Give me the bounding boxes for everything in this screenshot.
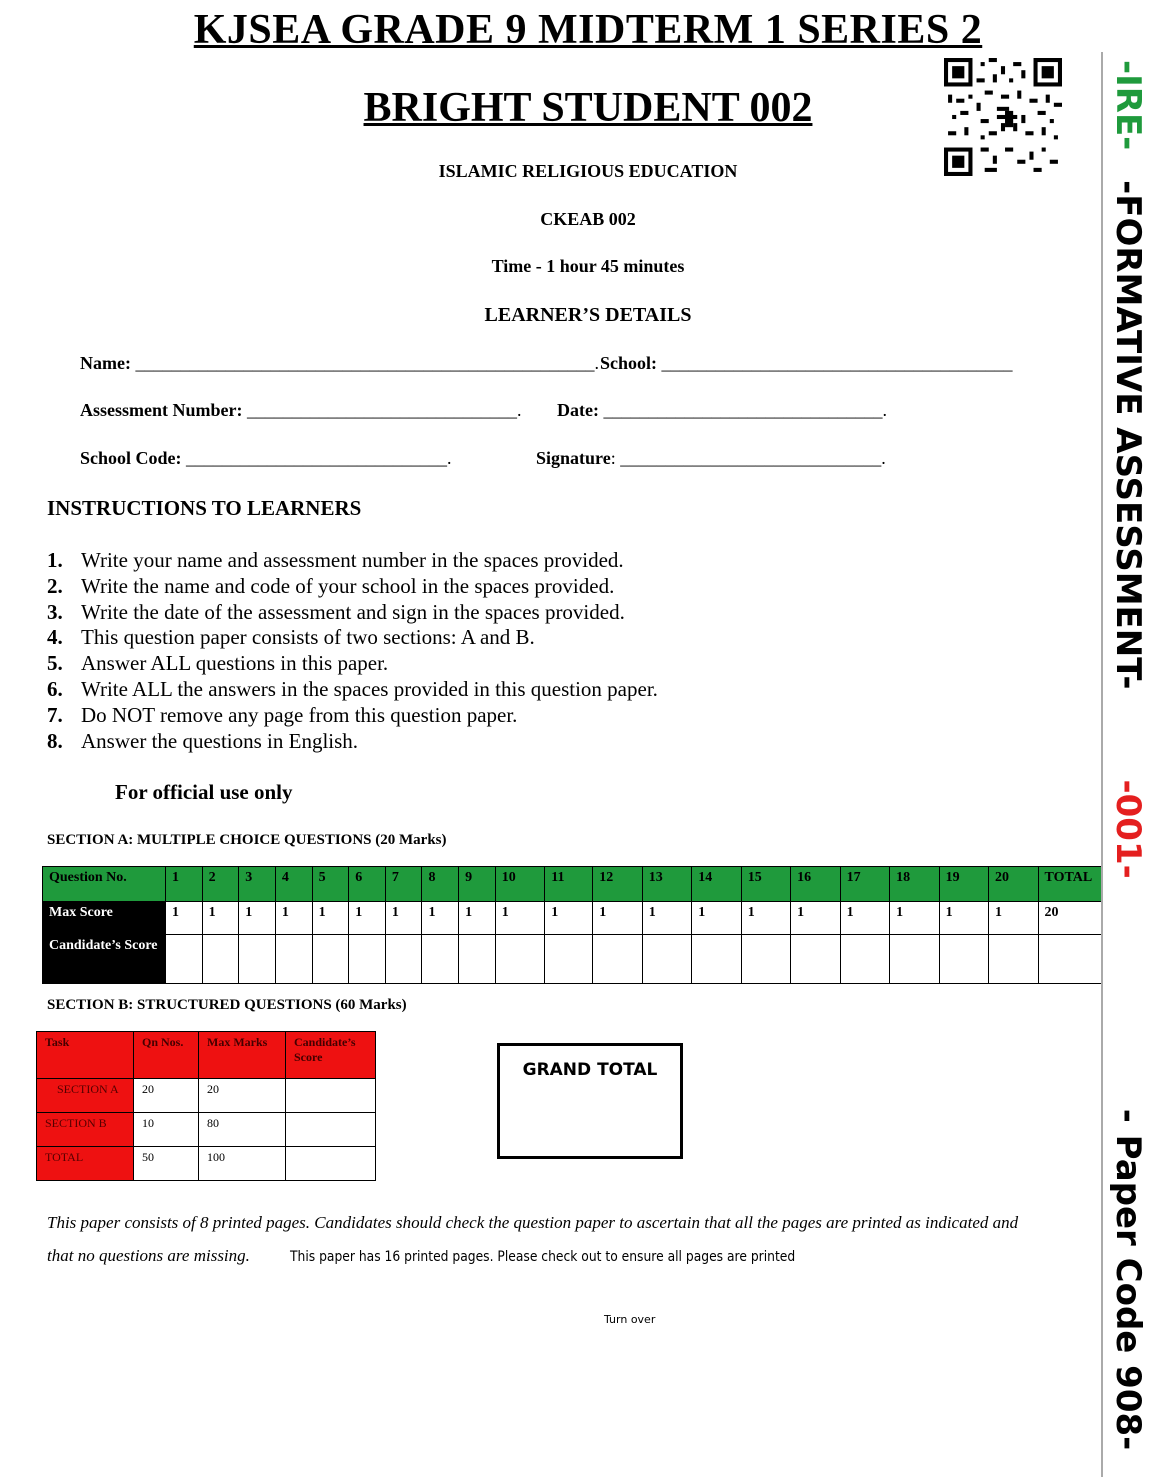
max-score-cell: 1 [202,902,239,935]
question-number-cell: 17 [840,867,889,902]
candidate-score-label: Candidate’s Score [43,935,166,984]
candidate-score-cell[interactable] [286,1147,376,1181]
max-marks-cell: 100 [199,1147,286,1181]
date-field[interactable]: Date: _______________________________. [557,400,887,420]
qn-nos-header: Qn Nos. [134,1032,199,1079]
table-row [43,902,1150,935]
max-marks-header: Max Marks [199,1032,286,1079]
question-number-cell: 18 [890,867,939,902]
candidate-score-cell[interactable] [692,935,741,984]
max-score-label: Max Score [43,902,166,935]
section-b-score-table [36,1031,376,1181]
question-number-cell: 1 [166,867,203,902]
candidate-score-cell[interactable] [385,935,422,984]
question-number-cell: 2 [202,867,239,902]
max-score-cell: 1 [422,902,459,935]
question-number-cell: 5 [312,867,349,902]
task-cell: SECTION B [37,1113,134,1147]
question-number-cell: 7 [385,867,422,902]
max-score-cell: 1 [349,902,386,935]
candidate-score-cell[interactable] [989,935,1038,984]
section-a-score-table [42,866,1150,984]
table-row [37,1113,376,1147]
question-number-cell: 9 [459,867,496,902]
candidate-score-cell[interactable] [202,935,239,984]
candidate-score-cell[interactable] [840,935,889,984]
max-score-cell: 1 [545,902,593,935]
qn-cell: 50 [134,1147,199,1181]
total-header: TOTAL [1038,867,1149,902]
school-code-field[interactable]: School Code: _____________________________. [80,448,452,468]
question-number-cell: 14 [692,867,741,902]
question-number-cell: 11 [545,867,593,902]
list-item: 2. Write the name and code of your school in the spaces provided. [47,573,615,598]
task-header: Task [37,1032,134,1079]
max-score-cell: 1 [840,902,889,935]
name-field[interactable]: Name: ___________________________________________________. [80,353,599,373]
candidate-score-cell[interactable] [459,935,496,984]
candidate-score-header: Candidate’s Score [286,1032,376,1079]
question-number-cell: 8 [422,867,459,902]
qn-cell: 10 [134,1113,199,1147]
max-score-cell: 1 [989,902,1038,935]
table-row [37,1147,376,1181]
max-score-cell: 1 [275,902,312,935]
table-row [37,1032,376,1079]
candidate-score-cell[interactable] [791,935,840,984]
max-score-cell: 1 [890,902,939,935]
max-score-cell: 1 [312,902,349,935]
question-number-cell: 16 [791,867,840,902]
question-number-header: Question No. [43,867,166,902]
candidate-score-cell[interactable] [275,935,312,984]
candidate-score-cell[interactable] [495,935,544,984]
table-row [43,935,1150,984]
handwritten-note: This paper has 16 printed pages. Please check out to ensure all pages are printed [290,1249,796,1265]
question-number-cell: 20 [989,867,1038,902]
list-item: 7. Do NOT remove any page from this question paper. [47,702,518,727]
list-item: 5. Answer ALL questions in this paper. [47,651,389,676]
learner-details-heading: LEARNER’S DETAILS [484,304,692,326]
candidate-score-cell[interactable] [166,935,203,984]
max-score-cell: 1 [741,902,790,935]
pages-note-line2: that no questions are missing. This paper has 16 printed pages. Please check out to ensure all pages are printed [47,1246,796,1265]
max-marks-cell: 80 [199,1113,286,1147]
max-score-cell: 1 [939,902,988,935]
signature-field[interactable]: Signature: _____________________________. [536,448,886,468]
candidate-score-cell[interactable] [349,935,386,984]
candidate-score-cell[interactable] [239,935,276,984]
max-score-cell: 1 [239,902,276,935]
qn-cell: 20 [134,1079,199,1113]
max-marks-cell: 20 [199,1079,286,1113]
list-item: 3. Write the date of the assessment and sign in the spaces provided. [47,599,625,624]
subject-name: ISLAMIC RELIGIOUS EDUCATION [438,161,738,181]
turn-over-note: Turn over [604,1313,656,1326]
grand-total-label: GRAND TOTAL [522,1060,658,1080]
paper-title: KJSEA GRADE 9 MIDTERM 1 SERIES 2 [193,7,983,53]
table-row [37,1079,376,1113]
paper-subtitle: BRIGHT STUDENT 002 [363,85,813,131]
candidate-score-cell[interactable] [545,935,593,984]
total-max-cell: 20 [1038,902,1149,935]
paper-code: CKEAB 002 [540,209,636,229]
grand-total-box[interactable] [497,1043,683,1159]
table-row [43,867,1150,902]
question-number-cell: 10 [495,867,544,902]
time-allowed: Time - 1 hour 45 minutes [491,256,685,276]
max-score-cell: 1 [593,902,642,935]
candidate-score-cell[interactable] [286,1079,376,1113]
max-score-cell: 1 [495,902,544,935]
instructions-heading: INSTRUCTIONS TO LEARNERS [47,496,362,520]
candidate-score-cell[interactable] [642,935,691,984]
section-b-label: SECTION B: STRUCTURED QUESTIONS (60 Marks) [47,997,407,1013]
question-number-cell: 15 [741,867,790,902]
question-number-cell: 3 [239,867,276,902]
list-item: 1. Write your name and assessment number in the spaces provided. [47,548,624,572]
question-number-cell: 6 [349,867,386,902]
assessment-number-field[interactable]: Assessment Number: ______________________________. [80,400,522,420]
max-score-cell: 1 [459,902,496,935]
task-cell: SECTION A [37,1079,134,1113]
pages-note-line1: This paper consists of 8 printed pages. Candidates should check the question paper to ascertain that all the pages are printed as indicated and [47,1213,1019,1232]
candidate-score-cell[interactable] [890,935,939,984]
question-number-cell: 4 [275,867,312,902]
list-item: 6. Write ALL the answers in the spaces provided in this question paper. [47,676,658,701]
task-cell: TOTAL [37,1147,134,1181]
candidate-score-cell[interactable] [593,935,642,984]
list-item: 4. This question paper consists of two sections: A and B. [47,625,535,650]
candidate-score-cell[interactable] [422,935,459,984]
max-score-cell: 1 [166,902,203,935]
max-score-cell: 1 [385,902,422,935]
official-use-heading: For official use only [115,780,293,804]
side-banner-text: -IRE- -FORMATIVE ASSESSMENT--001-- Paper Code 908- [1108,60,1148,1451]
list-item: 8. Answer the questions in English. [47,728,359,753]
candidate-score-cell[interactable] [741,935,790,984]
question-number-cell: 13 [642,867,691,902]
school-field[interactable]: School: _______________________________________ [600,353,1013,373]
max-score-cell: 1 [791,902,840,935]
question-number-cell: 19 [939,867,988,902]
candidate-score-cell[interactable] [939,935,988,984]
candidate-score-cell[interactable] [312,935,349,984]
max-score-cell: 1 [642,902,691,935]
candidate-score-cell[interactable] [286,1113,376,1147]
question-number-cell: 12 [593,867,642,902]
instructions-list [47,548,658,754]
qr-code-icon [944,58,1062,176]
section-a-label: SECTION A: MULTIPLE CHOICE QUESTIONS (20 Marks) [47,832,447,848]
max-score-cell: 1 [692,902,741,935]
